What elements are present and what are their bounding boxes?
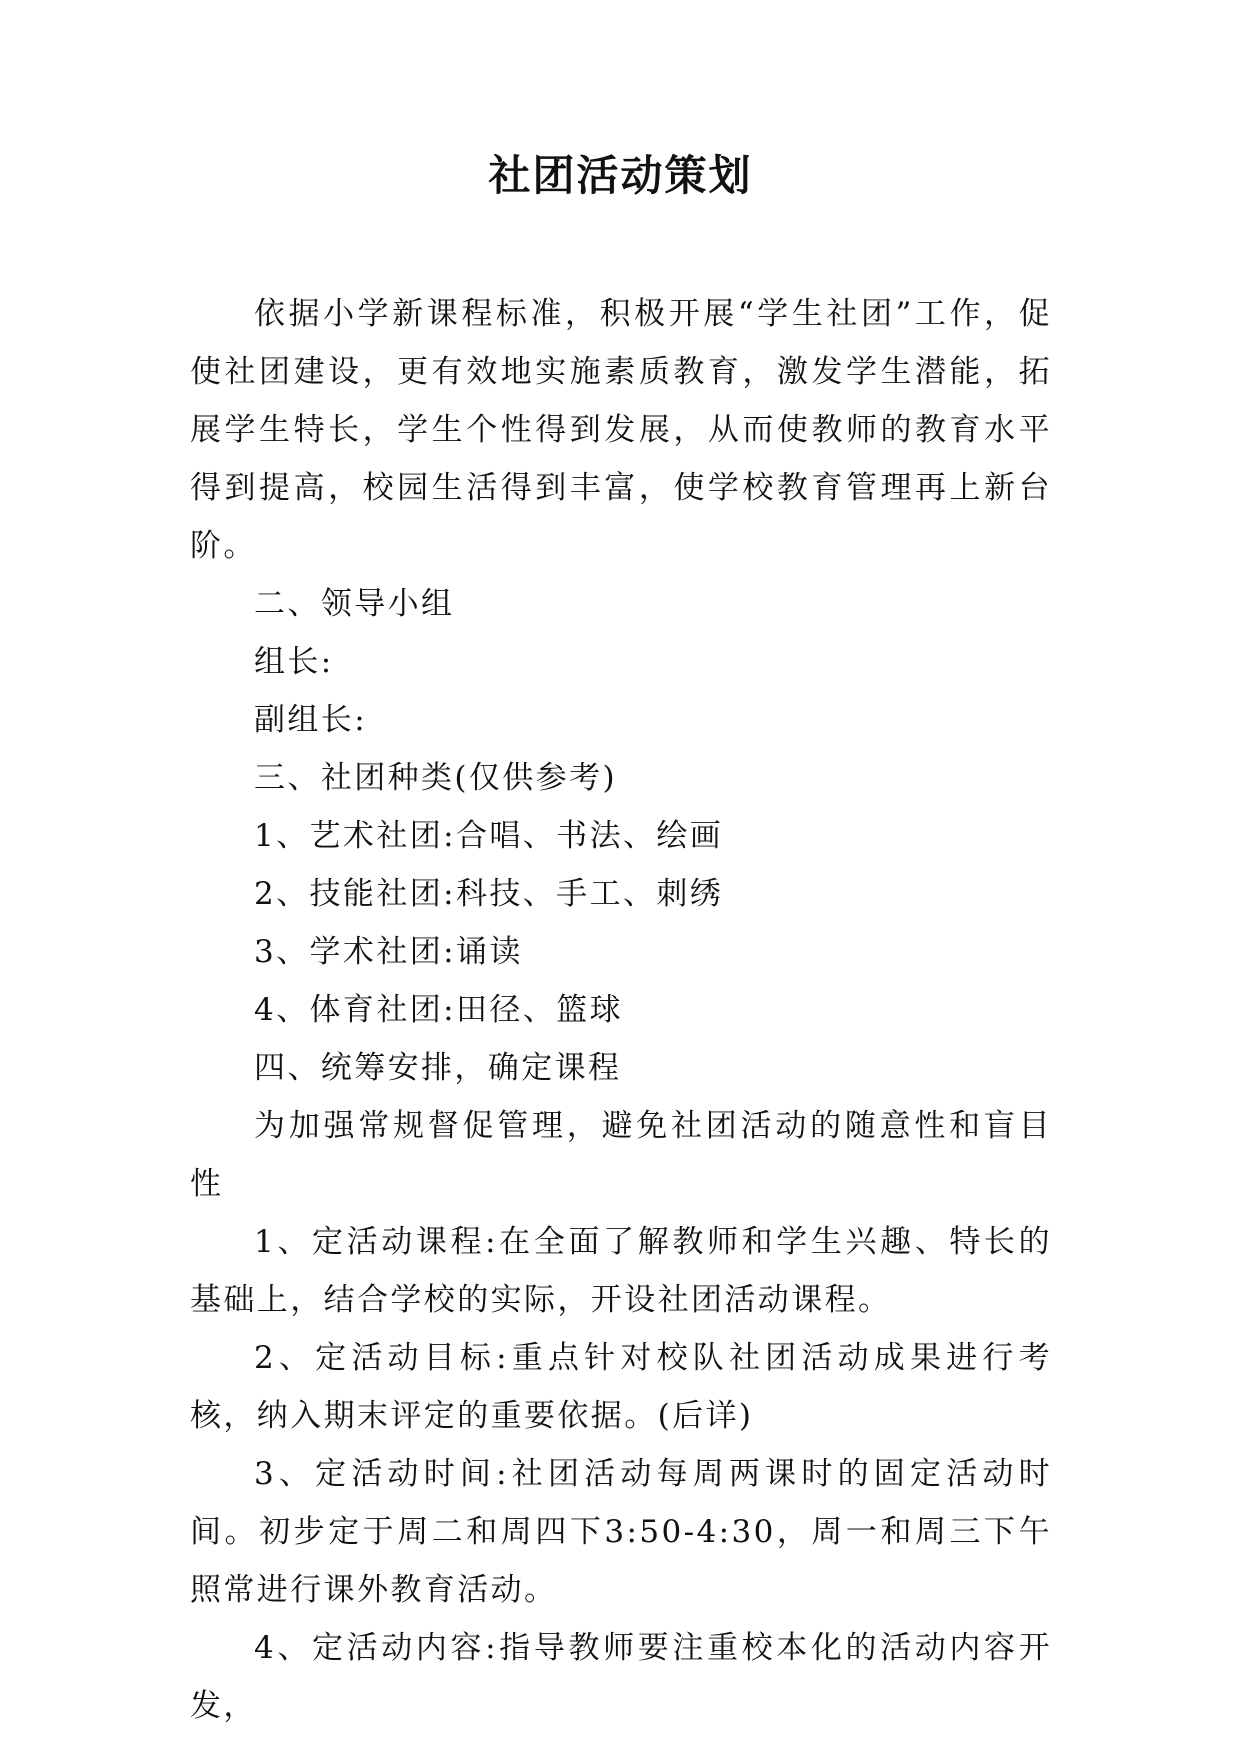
intro-paragraph: 依据小学新课程标准，积极开展“学生社团”工作，促使社团建设，更有效地实施素质教育，激发学生潜能，拓展学生特长，学生个性得到发展，从而使教师的教育水平得到提高，校园生活得到丰富，使学校教育管理再上新台阶。 — [190, 296, 1052, 564]
deputy-leader-line: 副组长: — [254, 702, 368, 738]
club-type-art: 1、艺术社团:合唱、书法、绘画 — [254, 818, 724, 854]
arrangement-item-content: 4、定活动内容:指导教师要注重校本化的活动内容开发， — [190, 1630, 1052, 1724]
club-type-sports: 4、体育社团:田径、篮球 — [254, 992, 623, 1028]
document-title: 社团活动策划 — [488, 151, 753, 200]
document-body — [190, 285, 1052, 1735]
section-heading-leadership: 二、领导小组 — [254, 586, 455, 622]
arrangement-item-time: 3、定活动时间:社团活动每周两课时的固定活动时间。初步定于周二和周四下3:50-4:30，周一和周三下午照常进行课外教育活动。 — [190, 1456, 1052, 1608]
club-type-skills: 2、技能社团:科技、手工、刺绣 — [254, 876, 724, 912]
arrangement-item-goals: 2、定活动目标:重点针对校队社团活动成果进行考核，纳入期末评定的重要依据。(后详) — [190, 1340, 1052, 1434]
club-type-academic: 3、学术社团:诵读 — [254, 934, 523, 970]
section-heading-club-types: 三、社团种类(仅供参考) — [254, 760, 617, 796]
arrangement-intro: 为加强常规督促管理，避免社团活动的随意性和盲目性 — [190, 1108, 1052, 1202]
section-heading-arrangement: 四、统筹安排，确定课程 — [254, 1050, 622, 1086]
arrangement-item-courses: 1、定活动课程:在全面了解教师和学生兴趣、特长的基础上，结合学校的实际，开设社团活动课程。 — [190, 1224, 1052, 1318]
leader-line: 组长: — [254, 644, 334, 680]
